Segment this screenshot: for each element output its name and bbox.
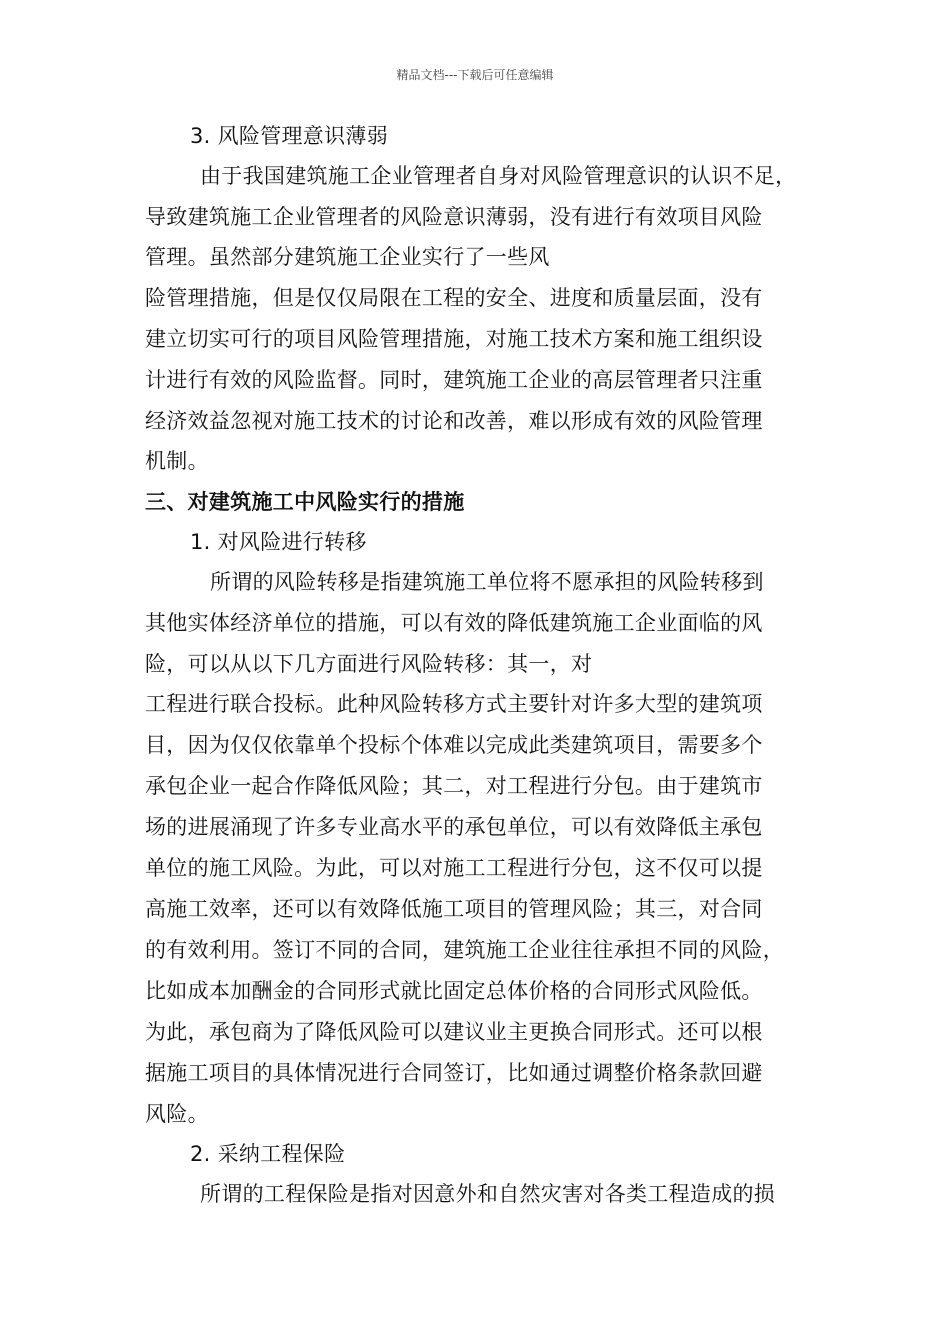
text-line: 所谓的工程保险是指对因意外和自然灾害对各类工程造成的损 [200, 1182, 776, 1206]
text-line: 比如成本加酬金的合同形式就比固定总体价格的合同形式风险低。 [145, 979, 763, 1003]
text-line: 的有效利用。签订不同的合同，建筑施工企业往往承担不同的风险， [145, 938, 784, 962]
page-header: 精品文档---下载后可任意编辑 [396, 68, 554, 82]
text-line: 由于我国建筑施工企业管理者自身对风险管理意识的认识不足， [200, 164, 797, 188]
text-line: 经济效益忽视对施工技术的讨论和改善，难以形成有效的风险管理 [145, 409, 763, 433]
text-line: 为此，承包商为了降低风险可以建议业主更换合同形式。还可以根 [145, 1020, 763, 1044]
section-heading: 三、对建筑施工中风险实行的措施 [145, 490, 465, 514]
text-line: 单位的施工风险。为此，可以对施工工程进行分包，这不仅可以提 [145, 856, 763, 880]
text-line: 据施工项目的具体情况进行合同签订，比如通过调整价格条款回避 [145, 1061, 763, 1085]
text-line: 承包企业一起合作降低风险；其二，对工程进行分包。由于建筑市 [145, 774, 763, 798]
text-line: 险管理措施，但是仅仅局限在工程的安全、进度和质量层面，没有 [145, 286, 763, 310]
text-line: 所谓的风险转移是指建筑施工单位将不愿承担的风险转移到 [210, 570, 764, 594]
text-line: 风险。 [145, 1102, 209, 1126]
text-line: 机制。 [145, 449, 209, 473]
text-line: 工程进行联合投标。此种风险转移方式主要针对许多大型的建筑项 [145, 692, 763, 716]
text-line: 目，因为仅仅依靠单个投标个体难以完成此类建筑项目，需要多个 [145, 733, 763, 757]
text-line: 建立切实可行的项目风险管理措施，对施工技术方案和施工组织设 [145, 327, 763, 351]
text-line: 导致建筑施工企业管理者的风险意识薄弱，没有进行有效项目风险 [145, 205, 763, 229]
text-line: 管理。虽然部分建筑施工企业实行了一些风 [145, 245, 550, 269]
text-line: 其他实体经济单位的措施，可以有效的降低建筑施工企业面临的风 [145, 611, 763, 635]
text-line: 2. 采纳工程保险 [190, 1142, 346, 1166]
text-line: 高施工效率，还可以有效降低施工项目的管理风险；其三，对合同 [145, 897, 763, 921]
text-line: 险，可以从以下几方面进行风险转移：其一，对 [145, 652, 593, 676]
text-line: 场的进展涌现了许多专业高水平的承包单位，可以有效降低主承包 [145, 815, 763, 839]
text-line: 1. 对风险进行转移 [190, 530, 367, 554]
text-line: 3. 风险管理意识薄弱 [190, 124, 389, 148]
text-line: 计进行有效的风险监督。同时，建筑施工企业的高层管理者只注重 [145, 368, 763, 392]
